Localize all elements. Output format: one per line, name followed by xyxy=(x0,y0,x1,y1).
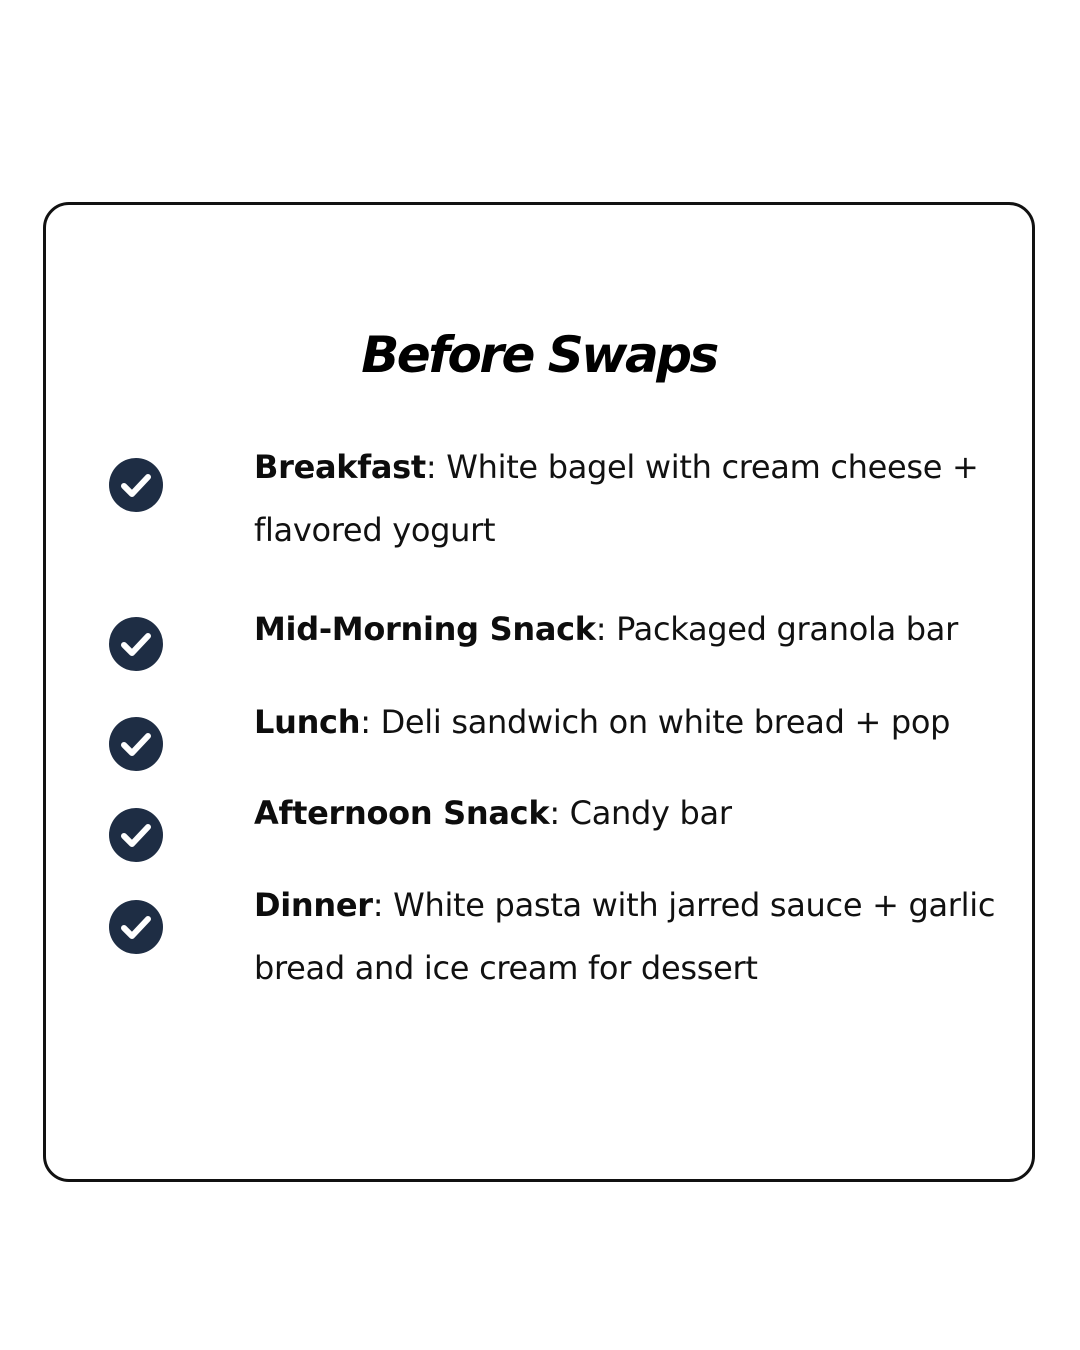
meal-label: Mid-Morning Snack xyxy=(254,610,596,648)
meal-label: Lunch xyxy=(254,703,361,741)
list-item-text xyxy=(254,874,1034,1000)
card-title: Before Swaps xyxy=(361,326,717,384)
meal-description: : Candy bar xyxy=(549,794,732,832)
meal-description: : Packaged granola bar xyxy=(595,610,958,648)
check-circle-icon xyxy=(108,807,164,863)
check-circle-icon xyxy=(108,716,164,772)
list-item-text xyxy=(254,782,1034,845)
check-circle-icon xyxy=(108,616,164,672)
check-circle-icon xyxy=(108,899,164,955)
list-item-text xyxy=(254,436,1034,562)
check-circle-icon xyxy=(108,457,164,513)
before-swaps-card xyxy=(43,202,1035,1182)
meal-label: Afternoon Snack xyxy=(254,794,550,832)
list-item-text xyxy=(254,691,1034,754)
meal-description: : White bagel with cream cheese + flavored yogurt xyxy=(254,448,979,549)
list-item-text xyxy=(254,598,1034,661)
meal-description: : Deli sandwich on white bread + pop xyxy=(360,703,951,741)
meal-label: Dinner xyxy=(254,886,373,924)
meal-description: : White pasta with jarred sauce + garlic bread and ice cream for dessert xyxy=(254,886,996,987)
meal-label: Breakfast xyxy=(254,448,426,486)
